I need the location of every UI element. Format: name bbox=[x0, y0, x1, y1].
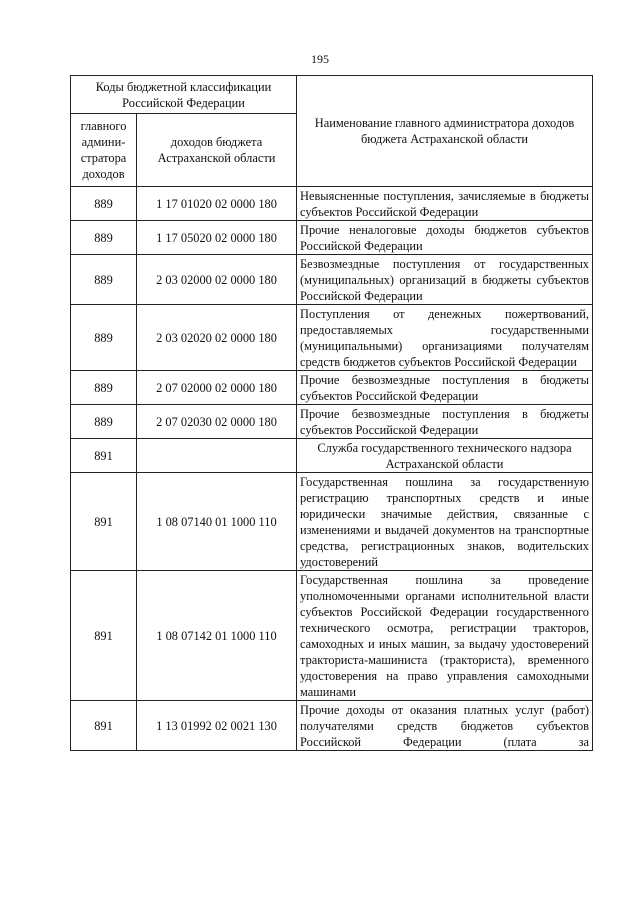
name-cell: Прочие неналоговые доходы бюджетов субъектов Российской Федерации bbox=[297, 221, 593, 255]
table-row bbox=[71, 187, 593, 221]
table-row bbox=[71, 221, 593, 255]
admin-code-cell: 889 bbox=[71, 305, 137, 371]
budget-classification-table bbox=[70, 75, 593, 751]
table-row bbox=[71, 371, 593, 405]
table-row bbox=[71, 255, 593, 305]
admin-code-cell: 891 bbox=[71, 473, 137, 571]
table-row bbox=[71, 473, 593, 571]
admin-code-cell: 889 bbox=[71, 221, 137, 255]
name-cell: Прочие безвозмездные поступления в бюджеты субъектов Российской Федерации bbox=[297, 405, 593, 439]
name-cell: Государственная пошлина за государственную регистрацию транспортных средств и иные юридически значимые действия, связанные с изменениями и выдачей документов на транспортные средства, регистрационных знаков, водительских удостоверений bbox=[297, 473, 593, 571]
table-row bbox=[71, 701, 593, 751]
table-row bbox=[71, 305, 593, 371]
income-column-header: доходов бюджета Астраханской области bbox=[137, 114, 297, 187]
table-row bbox=[71, 405, 593, 439]
admin-code-cell: 889 bbox=[71, 371, 137, 405]
name-cell: Прочие доходы от оказания платных услуг (работ) получателями средств бюджетов субъектов Российской Федерации (плата за bbox=[297, 701, 593, 751]
income-code-cell: 1 17 01020 02 0000 180 bbox=[137, 187, 297, 221]
income-code-cell bbox=[137, 439, 297, 473]
admin-code-cell: 889 bbox=[71, 187, 137, 221]
income-code-cell: 1 08 07142 01 1000 110 bbox=[137, 571, 297, 701]
admin-code-cell: 889 bbox=[71, 255, 137, 305]
name-cell: Государственная пошлина за проведение уполномоченными органами исполнительной власти субъектов Российской Федерации государственного технического осмотра, регистрации тракторов, самоходных и иных машин, за выдачу удостоверений тракториста-машиниста (тракториста), временного удостоверения на право управления самоходными машинами bbox=[297, 571, 593, 701]
table-header-row bbox=[71, 76, 593, 114]
section-title-cell: Служба государственного технического надзора Астраханской области bbox=[297, 439, 593, 473]
income-code-cell: 1 13 01992 02 0021 130 bbox=[137, 701, 297, 751]
admin-code-cell: 891 bbox=[71, 571, 137, 701]
admin-code-cell: 891 bbox=[71, 439, 137, 473]
name-cell: Поступления от денежных пожертвований, предоставляемых государственными (муниципальными) организациями получателям средств бюджетов субъектов Российской Федерации bbox=[297, 305, 593, 371]
income-code-cell: 2 03 02000 02 0000 180 bbox=[137, 255, 297, 305]
section-row bbox=[71, 439, 593, 473]
name-cell: Безвозмездные поступления от государственных (муниципальных) организаций в бюджеты субъектов Российской Федерации bbox=[297, 255, 593, 305]
codes-group-header: Коды бюджетной классификации Российской Федерации bbox=[71, 76, 297, 114]
page-number: 195 bbox=[311, 52, 329, 66]
table-row bbox=[71, 571, 593, 701]
income-code-cell: 1 08 07140 01 1000 110 bbox=[137, 473, 297, 571]
admin-code-cell: 891 bbox=[71, 701, 137, 751]
income-code-cell: 2 07 02030 02 0000 180 bbox=[137, 405, 297, 439]
admin-column-header: главного админи-стратора доходов bbox=[71, 114, 137, 187]
name-cell: Невыясненные поступления, зачисляемые в бюджеты субъектов Российской Федерации bbox=[297, 187, 593, 221]
income-code-cell: 2 03 02020 02 0000 180 bbox=[137, 305, 297, 371]
admin-code-cell: 889 bbox=[71, 405, 137, 439]
name-column-header: Наименование главного администратора доходов бюджета Астраханской области bbox=[297, 76, 593, 187]
income-code-cell: 2 07 02000 02 0000 180 bbox=[137, 371, 297, 405]
name-cell: Прочие безвозмездные поступления в бюджеты субъектов Российской Федерации bbox=[297, 371, 593, 405]
income-code-cell: 1 17 05020 02 0000 180 bbox=[137, 221, 297, 255]
